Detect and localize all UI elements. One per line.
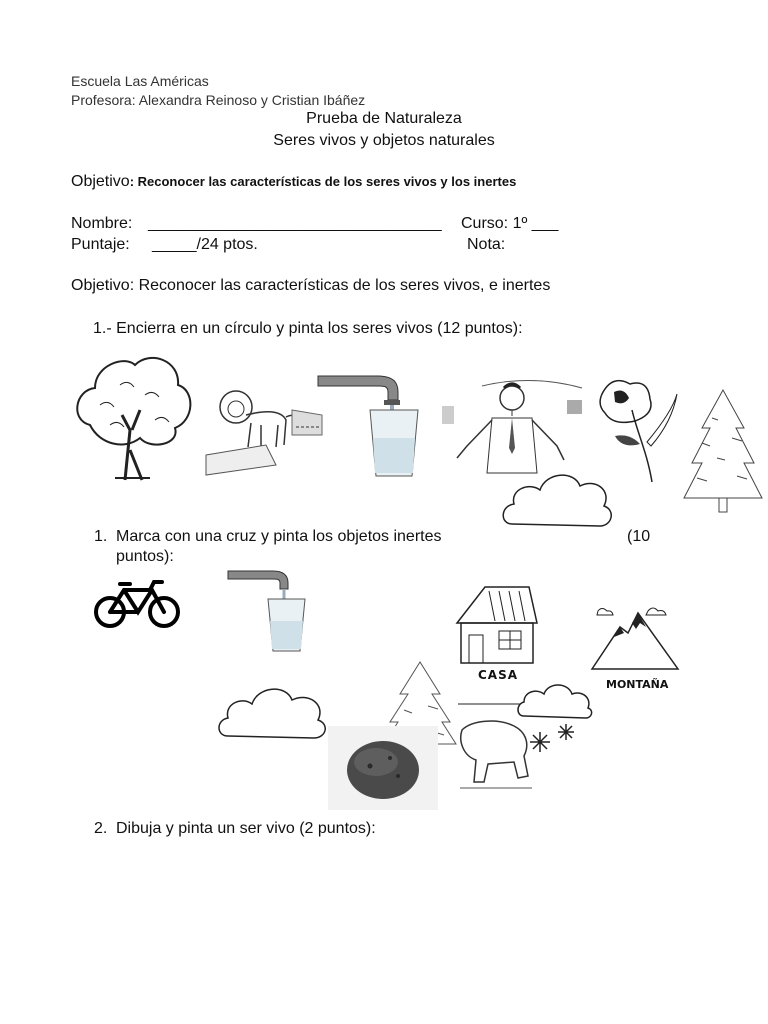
score-label: Puntaje: [71, 236, 130, 253]
grade-field[interactable]: Nota: [467, 236, 506, 253]
objective-label: Objetivo [71, 173, 130, 190]
snow-cloud-icon[interactable] [516, 680, 592, 764]
cloud-icon[interactable] [216, 680, 330, 740]
faucet-glass-icon[interactable] [318, 368, 430, 478]
mountain-label: MONTAÑA [606, 678, 669, 691]
question-two-points-cont: puntos): [116, 548, 174, 565]
question-three: Dibuja y pinta un ser vivo (2 puntos): [116, 820, 376, 837]
lion-icon[interactable] [206, 385, 322, 480]
objective-two: Objetivo: Reconocer las características de los seres vivos, e inertes [71, 277, 551, 294]
mountain-icon[interactable] [590, 603, 682, 675]
score-field[interactable]: _____/24 ptos. [152, 236, 258, 253]
house-label: CASA [478, 668, 519, 682]
objective-one [71, 173, 516, 191]
rock-icon[interactable] [328, 726, 438, 810]
man-icon[interactable] [442, 378, 582, 478]
faucet-glass-icon[interactable] [228, 565, 312, 653]
page-title: Prueba de Naturaleza [306, 110, 462, 127]
question-one: 1.- Encierra en un círculo y pinta los seres vivos (12 puntos): [93, 320, 523, 337]
name-blank[interactable]: _________________________________ [148, 215, 442, 232]
school-name: Escuela Las Américas [71, 73, 209, 89]
question-two-points: (10 [627, 528, 651, 545]
tree-icon[interactable] [70, 350, 196, 482]
bicycle-icon[interactable] [94, 578, 182, 630]
course-field[interactable]: Curso: 1º ___ [461, 215, 559, 232]
question-three-number: 2. [94, 820, 108, 837]
house-icon[interactable] [455, 585, 539, 667]
question-two: Marca con una cruz y pinta los objetos inertes [116, 528, 442, 545]
pine-tree-icon[interactable] [682, 388, 764, 514]
name-label: Nombre: [71, 215, 133, 232]
cloud-icon[interactable] [500, 464, 616, 536]
objective-text: : Reconocer las características de los seres vivos y los inertes [129, 174, 517, 189]
page-subtitle: Seres vivos y objetos naturales [273, 132, 495, 149]
question-two-number: 1. [94, 528, 108, 545]
teachers-line: Profesora: Alexandra Reinoso y Cristian Ibáñez [71, 92, 366, 108]
